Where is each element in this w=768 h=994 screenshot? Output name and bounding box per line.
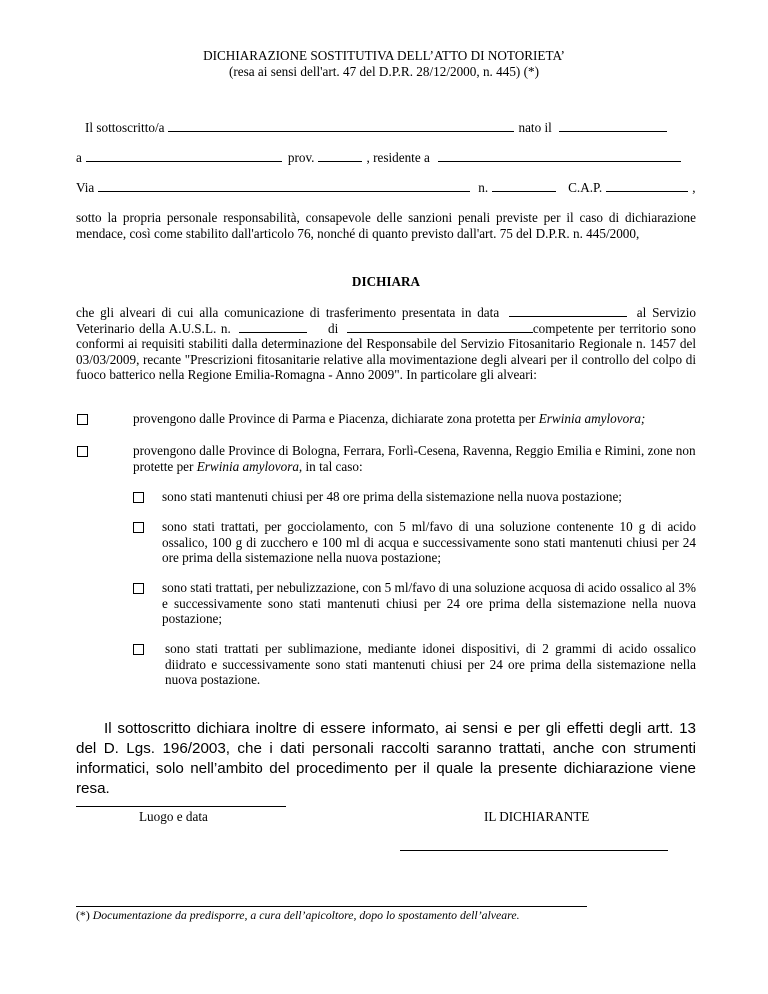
suboption-text: sono stati trattati, per gocciolamento, con 5 ml/favo di una soluzione contenente 10 g di acido ossalico, 100 g di zucchero e 100 ml di acqua e successivamente sono stati mantenuti chiusi per 24 ore prima della sistemazione nella nuova postazione; (162, 519, 696, 565)
checkbox[interactable] (133, 644, 144, 655)
suboption-48-hours (133, 489, 696, 505)
body-text-4: competente per territorio sono conformi ai requisiti stabiliti dalla determinazione del Responsabile del Servizio Fitosanitario Regionale n. 1457 del 03/03/2009, recante "Prescrizioni fitosanitarie relative alla movimentazione degli alveari per il controllo del colpo di fuoco batterico nella Regione Emilia-Romagna - Anno 2009". In particolare gli alveari: (76, 320, 697, 382)
declaration-heading: DICHIARA (351, 274, 421, 289)
footnote (76, 908, 520, 922)
province-field[interactable] (318, 150, 362, 162)
number-field[interactable] (492, 180, 556, 192)
residence-label: , residente a (366, 150, 430, 165)
location-field[interactable] (347, 322, 533, 333)
comma: , (692, 180, 696, 195)
body-text-2: al Servizio Veterinario della A.U.S.L. n. (76, 305, 697, 336)
suboption-sublimazione (133, 641, 696, 688)
document-title: DICHIARAZIONE SOSTITUTIVA DELL’ATTO DI NOTORIETA’ (203, 48, 565, 63)
erwinia-italic: Erwinia amylovora, (196, 458, 303, 474)
checkbox[interactable] (133, 522, 144, 533)
footnote-separator (76, 906, 587, 907)
form-line-birthplace (76, 150, 696, 166)
body-text-3: di (327, 320, 339, 336)
name-field[interactable] (168, 120, 514, 132)
body-text-1: che gli alveari di cui alla comunicazione di trasferimento presentata in data (76, 305, 500, 320)
option-parma-piacenza (76, 411, 696, 427)
intro-paragraph: sotto la propria personale responsabilità, consapevole delle sanzioni penali previste per il caso di dichiarazione mendace, così come stabilito dall'articolo 76, nonché di quanto previsto dall'art. 75 del D.P.R. n. 445/2000, (76, 210, 696, 241)
footnote-mark: (*) (76, 908, 90, 922)
option-text: provengono dalle Province di Bologna, Ferrara, Forlì-Cesena, Ravenna, Reggio Emilia e Rimini, zone non protette per Erwinia amylovora, in tal caso: (133, 443, 696, 474)
option-text: provengono dalle Province di Parma e Piacenza, dichiarate zona protetta per Erwinia amylovora; (133, 411, 646, 426)
form-line-address (76, 180, 696, 196)
name-label: Il sottoscritto/a (85, 120, 165, 135)
place-date-line[interactable] (76, 806, 286, 807)
document-subtitle: (resa ai sensi dell'art. 47 del D.P.R. 28/12/2000, n. 445) (*) (228, 63, 540, 79)
birthplace-field[interactable] (86, 150, 282, 162)
suboption-gocciolamento (133, 519, 696, 566)
date-field[interactable] (509, 306, 627, 317)
suboption-nebulizzazione (133, 580, 696, 627)
footnote-text: Documentazione da predisporre, a cura dell’apicoltore, dopo lo spostamento dell’alveare. (89, 908, 520, 922)
number-label: n. (478, 180, 489, 195)
birthdate-field[interactable] (559, 120, 667, 132)
checkbox[interactable] (133, 492, 144, 503)
privacy-declaration: Il sottoscritto dichiara inoltre di essere informato, ai sensi e per gli effetti degli artt. 13 del D. Lgs. 196/2003, che i dati personali raccolti saranno trattati, anche con strumenti informatici, solo nell’ambito del procedimento per il quale la presente dichiarazione viene resa. (76, 720, 696, 797)
cap-field[interactable] (606, 180, 688, 192)
cap-label: C.A.P. (568, 180, 603, 195)
street-field[interactable] (98, 180, 470, 192)
checkbox[interactable] (133, 583, 144, 594)
suboption-text: sono stati trattati, per nebulizzazione, con 5 ml/favo di una soluzione acquosa di acido ossalico al 3% e successivamente sono stati mantenuti chiusi per 24 ore prima della sistemazione nella nuova postazione; (162, 580, 696, 626)
checkbox[interactable] (77, 414, 88, 425)
erwinia-italic: Erwinia amylovora; (538, 411, 646, 426)
suboption-text: sono stati trattati per sublimazione, mediante idonei dispositivi, di 2 grammi di acido ossalico diidrato e successivamente sono stati mantenuti chiusi per 24 ore prima della sistemazione nella nuova postazione. (165, 641, 696, 687)
street-label: Via (76, 180, 95, 195)
signature-line[interactable] (400, 850, 668, 851)
declarant-label: IL DICHIARANTE (484, 809, 590, 824)
body-paragraph (76, 305, 696, 383)
birthdate-label: nato il (518, 120, 552, 135)
ausl-number-field[interactable] (239, 322, 307, 333)
form-line-name (85, 120, 695, 136)
checkbox[interactable] (77, 446, 88, 457)
residence-field[interactable] (438, 150, 681, 162)
province-label: prov. (287, 150, 315, 165)
document-header (0, 48, 768, 79)
suboption-text: sono stati mantenuti chiusi per 48 ore prima della sistemazione nella nuova postazione; (162, 489, 622, 504)
place-date-label: Luogo e data (139, 809, 208, 824)
birthplace-label: a (76, 150, 82, 165)
option-other-provinces (76, 443, 696, 474)
